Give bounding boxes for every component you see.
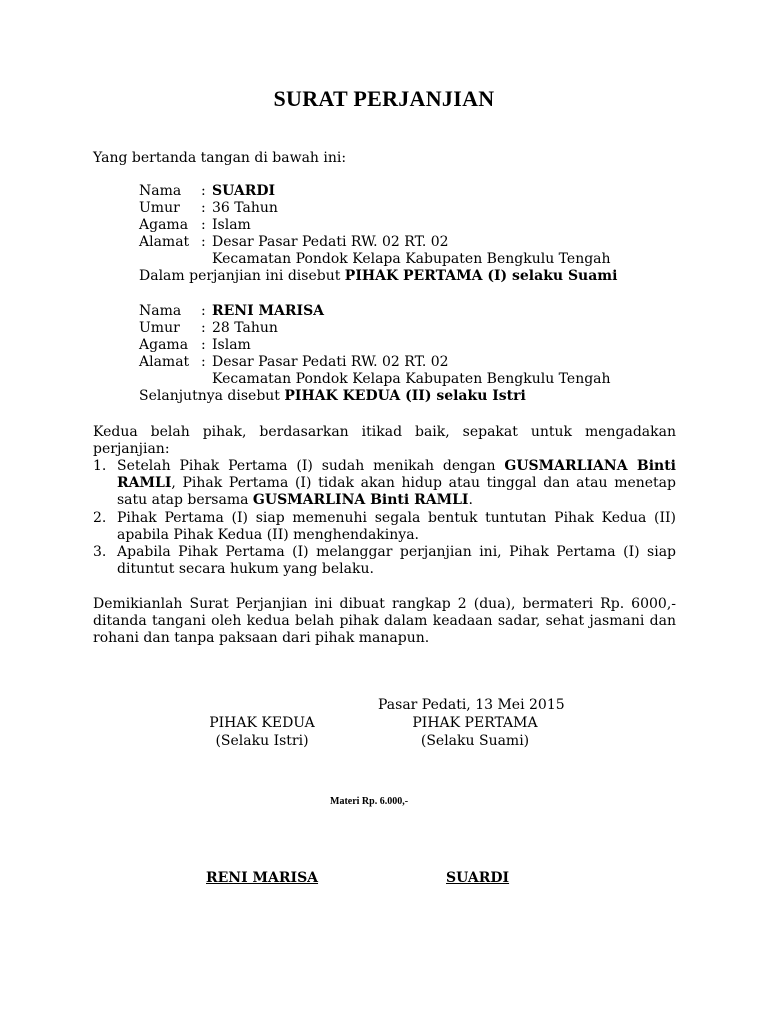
item1-text-a: Setelah Pihak Pertama (I) sudah menikah dengan xyxy=(117,458,505,474)
colon: : xyxy=(201,320,206,336)
party2-agama: Islam xyxy=(212,337,251,353)
party2-alamat-line2: Kecamatan Pondok Kelapa Kabupaten Bengkulu Tengah xyxy=(212,371,611,387)
label-alamat: Alamat xyxy=(139,234,190,250)
agreement-item-1 xyxy=(117,458,676,509)
party1-agama: Islam xyxy=(212,217,251,233)
party2-alamat-line1: Desar Pasar Pedati RW. 02 RT. 02 xyxy=(212,354,449,370)
place-date: Pasar Pedati, 13 Mei 2015 xyxy=(378,697,565,713)
party1-nama: SUARDI xyxy=(212,183,276,199)
party1-role-title: PIHAK PERTAMA (I) selaku Suami xyxy=(344,268,618,284)
party2-role-prefix: Selanjutnya disebut xyxy=(139,388,285,404)
party1-alamat-line1: Desar Pasar Pedati RW. 02 RT. 02 xyxy=(212,234,449,250)
party2-role-title: PIHAK KEDUA (II) selaku Istri xyxy=(284,388,526,404)
agreement-intro: Kedua belah pihak, berdasarkan itikad baik, sepakat untuk mengadakan perjanjian: xyxy=(93,424,676,457)
label-umur: Umur xyxy=(139,200,180,216)
label-agama: Agama xyxy=(139,337,189,353)
colon: : xyxy=(201,183,206,199)
party1-alamat-line2: Kecamatan Pondok Kelapa Kabupaten Bengkulu Tengah xyxy=(212,251,611,267)
colon: : xyxy=(201,303,206,319)
label-umur: Umur xyxy=(139,320,180,336)
item1-name-bold-2: GUSMARLINA Binti RAMLI xyxy=(252,492,469,508)
signature-name-right: SUARDI xyxy=(446,870,510,886)
colon: : xyxy=(201,337,206,353)
signature-name-left: RENI MARISA xyxy=(206,870,319,886)
party1-umur: 36 Tahun xyxy=(212,200,278,216)
colon: : xyxy=(201,217,206,233)
intro-text: Yang bertanda tangan di bawah ini: xyxy=(93,150,347,166)
colon: : xyxy=(201,200,206,216)
party1-role-prefix: Dalam perjanjian ini disebut xyxy=(139,268,345,284)
sign-left-title: PIHAK KEDUA xyxy=(209,715,315,731)
party1-role xyxy=(139,268,617,285)
agreement-item-2: Pihak Pertama (I) siap memenuhi segala bentuk tuntutan Pihak Kedua (II) apabila Pihak Kedua (II) menghendakinya. xyxy=(117,510,676,543)
item-number-3: 3. xyxy=(93,544,107,560)
item-number-1: 1. xyxy=(93,458,107,474)
sign-left-subtitle: (Selaku Istri) xyxy=(215,733,309,749)
label-alamat: Alamat xyxy=(139,354,190,370)
party2-umur: 28 Tahun xyxy=(212,320,278,336)
sign-right-subtitle: (Selaku Suami) xyxy=(420,733,530,749)
materai-note: Materi Rp. 6.000,- xyxy=(330,796,409,807)
label-nama: Nama xyxy=(139,183,182,199)
label-nama: Nama xyxy=(139,303,182,319)
item1-text-e: . xyxy=(468,492,473,508)
item1-text-c: , Pihak Pertama (I) tidak akan hidup atau tinggal dan atau menetap satu atap bersama xyxy=(117,475,676,508)
label-agama: Agama xyxy=(139,217,189,233)
item1-name-bold: GUSMARLIANA Binti RAMLI xyxy=(117,458,676,491)
colon: : xyxy=(201,234,206,250)
colon: : xyxy=(201,354,206,370)
party2-role xyxy=(139,388,526,405)
closing-paragraph: Demikianlah Surat Perjanjian ini dibuat rangkap 2 (dua), bermateri Rp. 6000,- ditanda tangani oleh kedua belah pihak dalam keadaan sadar, sehat jasmani dan rohani dan tanpa paksaan dari pihak manapun. xyxy=(93,596,676,646)
party2-nama: RENI MARISA xyxy=(212,303,325,319)
item-number-2: 2. xyxy=(93,510,107,526)
document-title: SURAT PERJANJIAN xyxy=(273,86,495,111)
sign-right-title: PIHAK PERTAMA xyxy=(412,715,538,731)
agreement-item-3: Apabila Pihak Pertama (I) melanggar perjanjian ini, Pihak Pertama (I) siap dituntut secara hukum yang belaku. xyxy=(117,544,676,577)
